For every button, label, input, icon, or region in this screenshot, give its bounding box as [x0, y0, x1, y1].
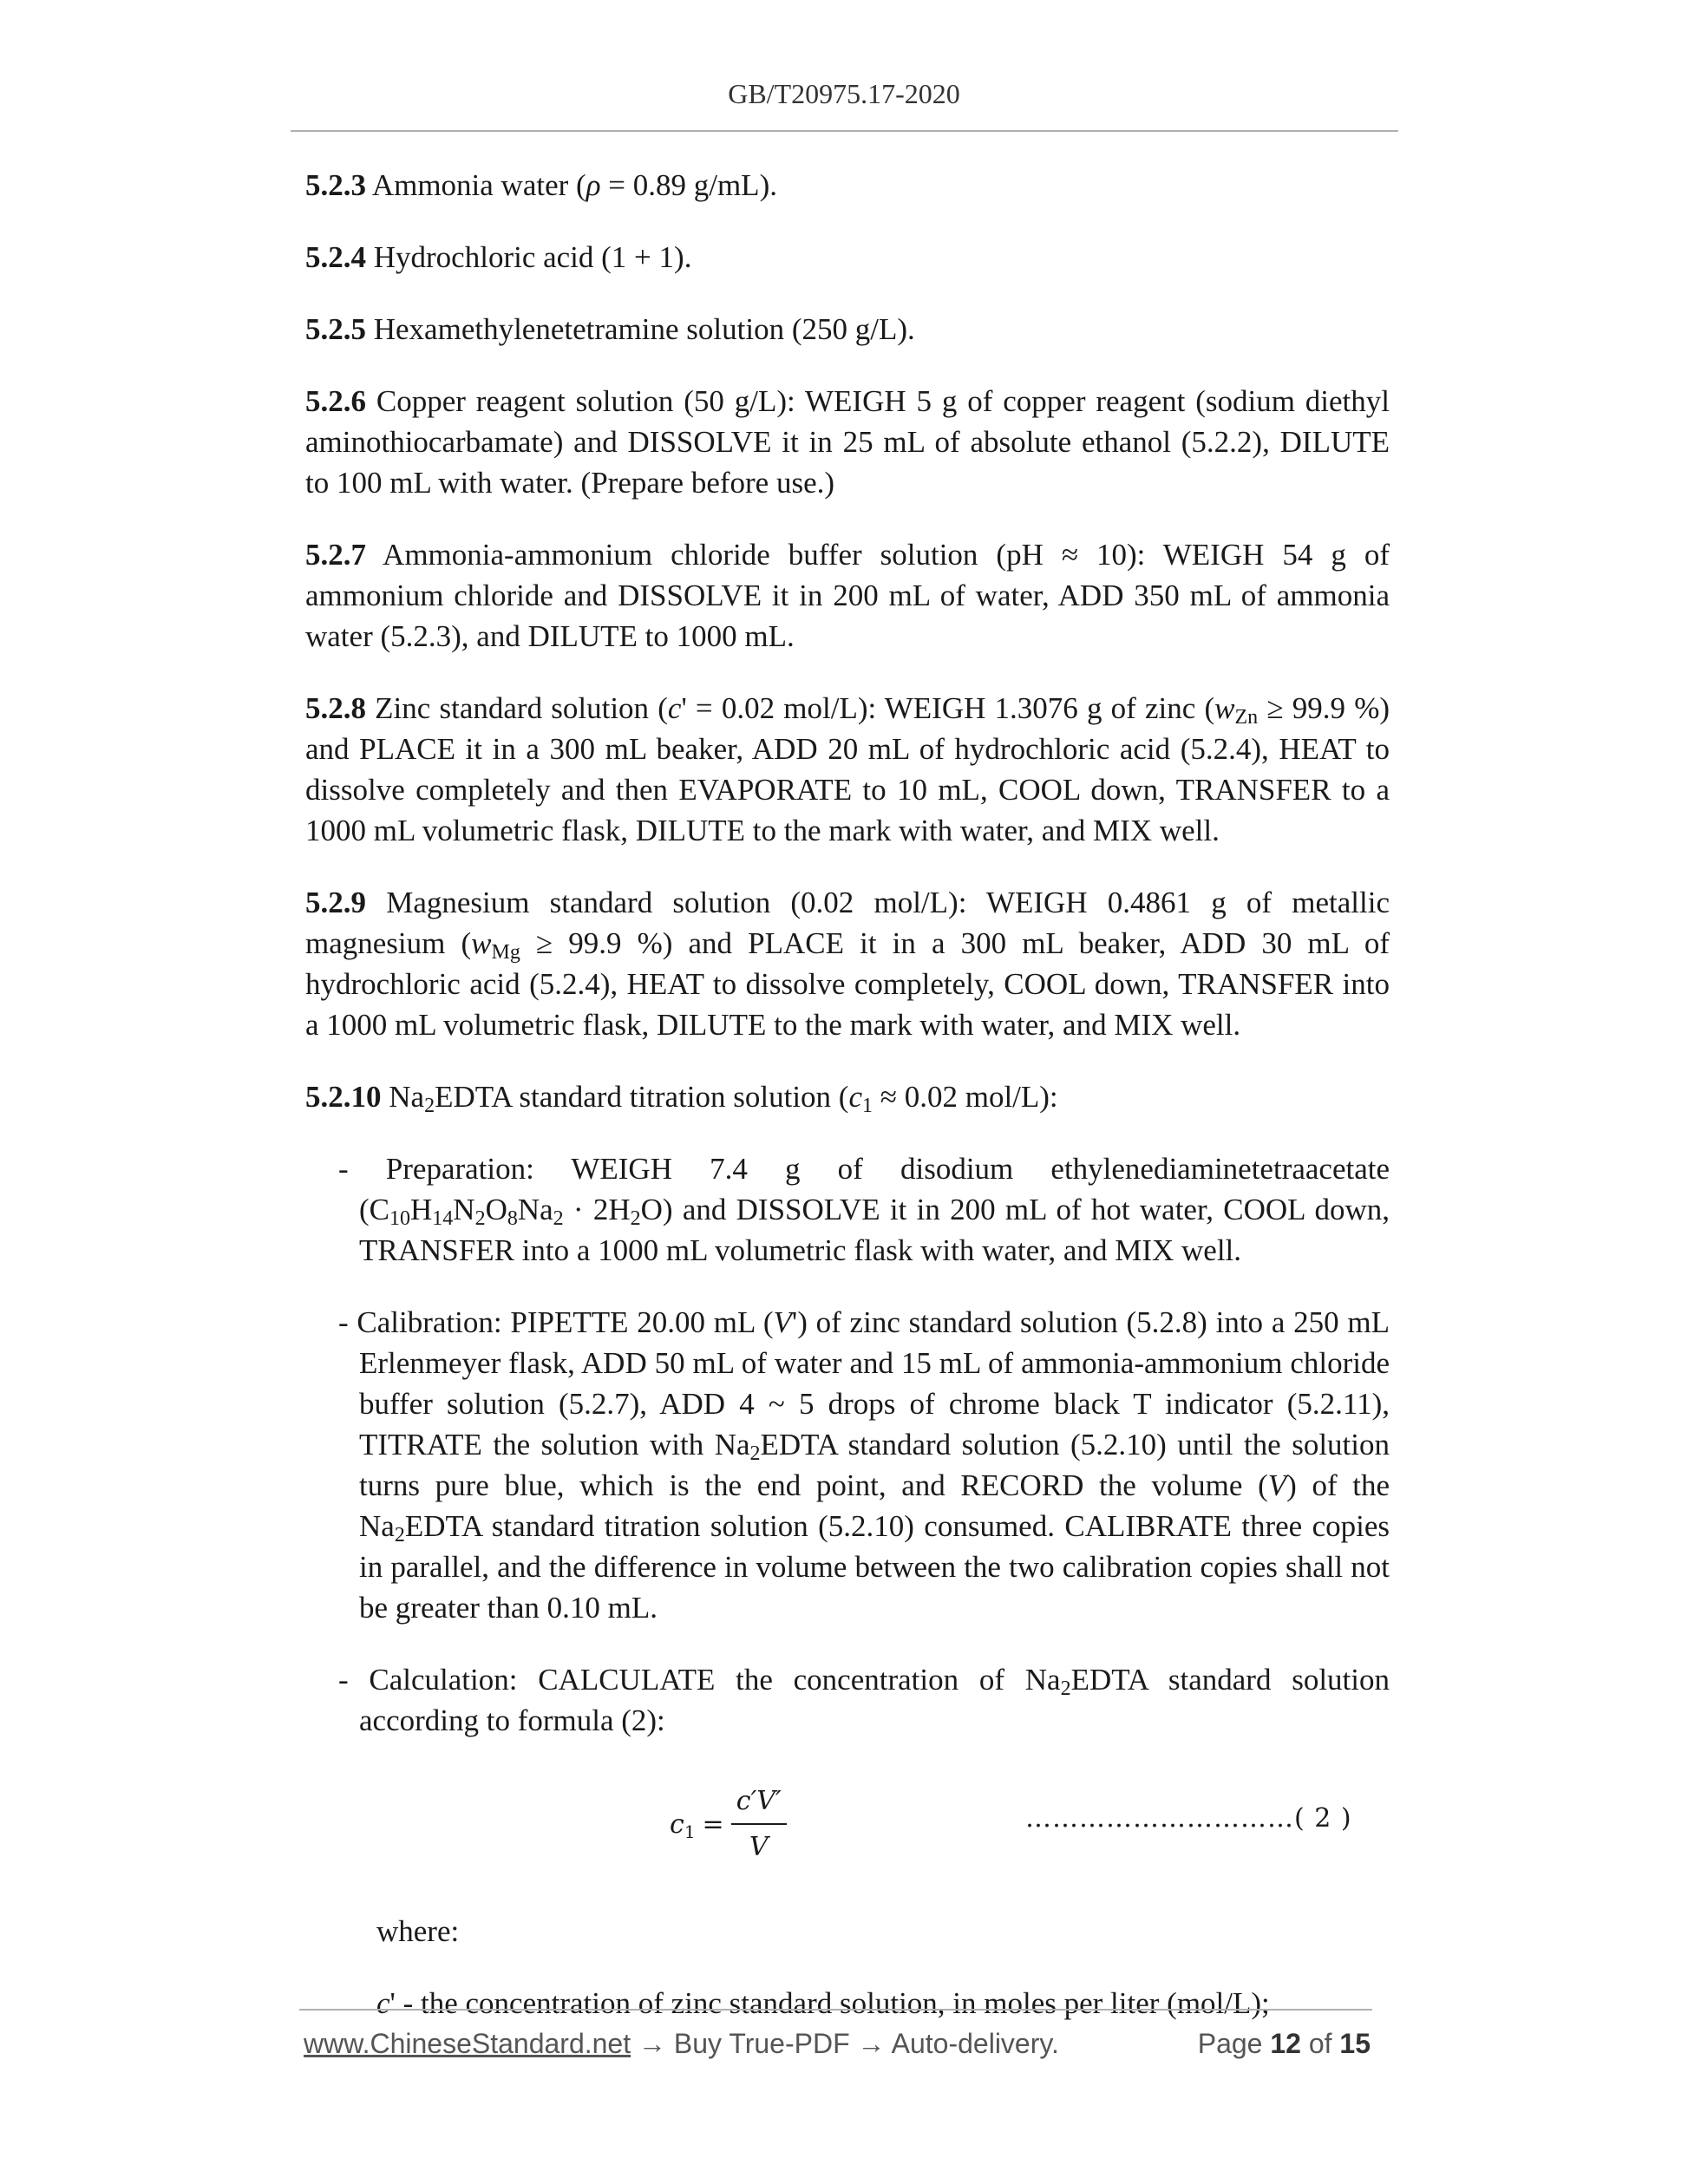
text-run: Copper reagent solution (50 g/L): WEIGH 5 g of copper reagent (sodium diethyl aminothiocarbamate) and DISSOLVE it in 25 mL of absolute ethanol (5.2.2), DILUTE to 100 mL with water. (Prepare before use.): [305, 384, 1390, 500]
subscript: 1: [862, 1095, 873, 1117]
fraction-denominator: V: [749, 1832, 769, 1862]
where-label: where:: [376, 1914, 460, 1948]
website-link[interactable]: www.ChineseStandard.net: [304, 2028, 631, 2059]
section-number: 5.2.4: [305, 240, 366, 274]
text-run: ' - the concentration of zinc standard solution, in moles per liter (mol/L);: [389, 1986, 1270, 2020]
equals-sign: =: [702, 1808, 724, 1840]
text-run: Zinc standard solution (: [366, 691, 668, 725]
text-run: ≥ 99.9 %) and PLACE it in a 300 mL beaker, ADD 20 mL of hydrochloric acid (5.2.4), HEAT to dissolve completely and then EVAPORATE to 10 mL, COOL down, TRANSFER to a 1000 mL volumetric flask, DILUTE to the mark with water, and MIX well.: [305, 691, 1390, 847]
text-run: Na: [381, 1080, 425, 1114]
section-5-2-6: [305, 381, 1390, 503]
section-5-2-7: [305, 534, 1390, 657]
formula-expression: [670, 1781, 787, 1867]
text-run: ) of the Na: [359, 1468, 1390, 1543]
section-5-2-8: [305, 688, 1390, 851]
of-label: of: [1300, 2028, 1340, 2059]
page-footer: [304, 2028, 1371, 2060]
page-number: 12: [1270, 2028, 1301, 2059]
formula-number: …………………………( 2 ): [1025, 1803, 1352, 1834]
section-number: 5.2.10: [305, 1080, 382, 1114]
rho-symbol: ρ: [586, 168, 601, 202]
preparation-item: [338, 1148, 1390, 1271]
text-run: N: [453, 1193, 475, 1226]
subscript: 2: [553, 1207, 564, 1230]
page-header-title: GB/T20975.17-2020: [728, 78, 960, 109]
page-total: 15: [1339, 2028, 1371, 2059]
text-run: EDTA standard titration solution (: [435, 1080, 849, 1114]
v-symbol: V: [1267, 1468, 1287, 1502]
w-symbol: w: [471, 926, 492, 960]
subscript: Mg: [491, 941, 520, 964]
c-symbol: c: [376, 1986, 390, 2020]
formula-lhs: [670, 1804, 696, 1845]
text-run: Hydrochloric acid (1 + 1).: [366, 240, 692, 274]
document-body: [305, 165, 1390, 2024]
formula-lhs-symbol: c: [670, 1808, 684, 1840]
section-number: 5.2.6: [305, 384, 366, 418]
footer-divider: [299, 2009, 1372, 2011]
text-run: · 2H: [563, 1193, 631, 1226]
w-symbol: w: [1214, 691, 1235, 725]
subscript: 2: [474, 1207, 486, 1230]
section-5-2-3: [305, 165, 1390, 206]
v-symbol: V: [773, 1305, 792, 1339]
text-run: - Preparation: WEIGH 7.4 g of disodium ethylenediaminetetraacetate (C: [338, 1152, 1390, 1226]
subscript: 8: [507, 1207, 518, 1230]
text-run: ') of zinc standard solution (5.2.8) into a 250 mL Erlenmeyer flask, ADD 50 mL of water and 15 mL of ammonia-ammonium chloride buffer solution (5.2.7), ADD 4 ~ 5 drops of chrome black T indicator (5.2.11), TITRATE the solution with Na: [359, 1305, 1390, 1461]
text-run: O) and DISSOLVE it in 200 mL of hot water, COOL down, TRANSFER into a 1000 mL volumetric flask with water, and MIX well.: [359, 1193, 1390, 1267]
text-run: O: [485, 1193, 507, 1226]
subscript: 1: [684, 1821, 696, 1842]
text-run: ' = 0.02 mol/L): WEIGH 1.3076 g of zinc (: [681, 691, 1215, 725]
header-divider: [291, 130, 1398, 132]
text-run: ≈ 0.02 mol/L):: [873, 1080, 1058, 1114]
section-number: 5.2.5: [305, 312, 366, 346]
subscript: 14: [432, 1207, 454, 1230]
text-run: EDTA standard solution according to formula (2):: [359, 1663, 1390, 1737]
section-number: 5.2.3: [305, 168, 366, 202]
subscript: 10: [389, 1207, 410, 1230]
subscript: 2: [394, 1524, 405, 1546]
section-number: 5.2.8: [305, 691, 366, 725]
subscript: 2: [630, 1207, 641, 1230]
subscript: 2: [1060, 1677, 1071, 1700]
c-symbol: c: [848, 1080, 863, 1114]
subscript: 2: [424, 1095, 435, 1117]
formula-fraction: [731, 1781, 787, 1867]
text-run: Hexamethylenetetramine solution (250 g/L).: [366, 312, 915, 346]
section-number: 5.2.9: [305, 886, 366, 919]
section-number: 5.2.7: [305, 538, 366, 572]
formula-2: [305, 1772, 1390, 1885]
fraction-numerator: c′V′: [731, 1781, 787, 1825]
section-5-2-4: [305, 237, 1390, 278]
page-label: Page: [1197, 2028, 1271, 2059]
calibration-item: [338, 1302, 1390, 1628]
text-run: Ammonia water (: [366, 168, 586, 202]
section-5-2-5: [305, 309, 1390, 350]
text-run: = 0.89 g/mL).: [600, 168, 777, 202]
section-5-2-9: [305, 882, 1390, 1045]
text-run: - Calculation: CALCULATE the concentration of Na: [338, 1663, 1061, 1697]
text-run: Ammonia-ammonium chloride buffer solution (pH ≈ 10): WEIGH 54 g of ammonium chloride and DISSOLVE it in 200 mL of water, ADD 350 mL of ammonia water (5.2.3), and DILUTE to 1000 mL.: [305, 538, 1390, 653]
section-5-2-10: [305, 1076, 1390, 1117]
subscript: Zn: [1234, 706, 1259, 729]
c-symbol: c: [667, 691, 682, 725]
text-run: Magnesium standard solution (0.02 mol/L): WEIGH 0.4861 g of metallic magnesium (: [305, 886, 1390, 960]
calculation-item: [338, 1659, 1390, 1741]
subscript: 2: [749, 1442, 761, 1465]
page-indicator: [1198, 2028, 1371, 2060]
text-run: H: [410, 1193, 433, 1226]
text-run: ≥ 99.9 %) and PLACE it in a 300 mL beaker, ADD 30 mL of hydrochloric acid (5.2.4), HEAT to dissolve completely, COOL down, TRANSFER into a 1000 mL volumetric flask, DILUTE to the mark with water, and MIX well.: [305, 926, 1390, 1042]
text-run: Na: [517, 1193, 553, 1226]
definition-c-prime: [376, 1983, 1390, 2024]
text-run: EDTA standard solution (5.2.10) until the solution turns pure blue, which is the end point, and RECORD the volume (: [359, 1428, 1390, 1502]
text-run: EDTA standard titration solution (5.2.10) consumed. CALIBRATE three copies in parallel, and the difference in volume between the two calibration copies shall not be greater than 0.10 mL.: [359, 1509, 1390, 1625]
footer-tagline: → Buy True-PDF → Auto-delivery.: [631, 2028, 1059, 2059]
text-run: - Calibration: PIPETTE 20.00 mL (: [338, 1305, 774, 1339]
